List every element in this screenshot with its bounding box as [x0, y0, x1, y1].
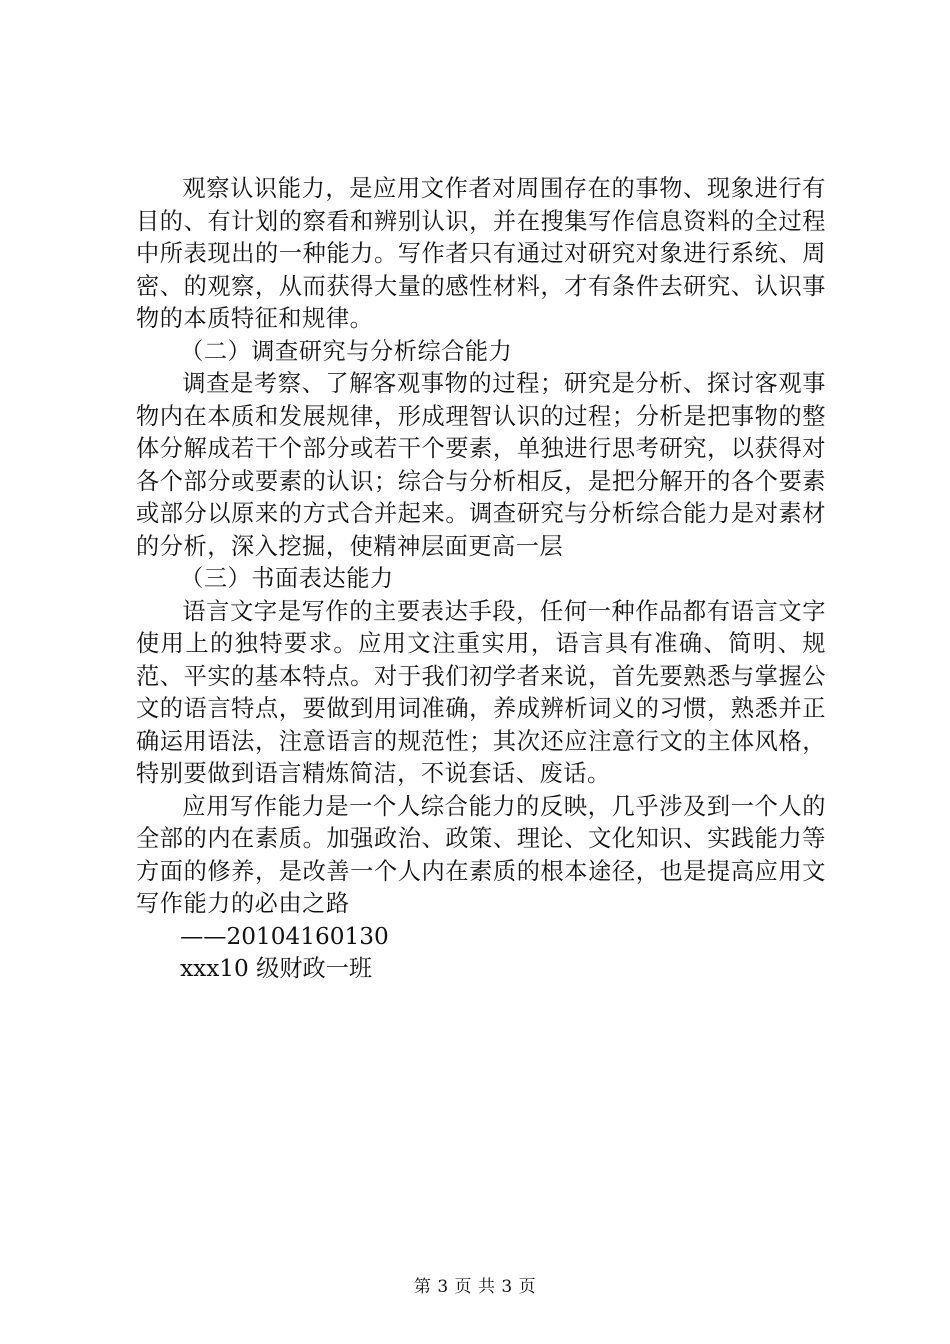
paragraph-written-expression: 语言文字是写作的主要表达手段，任何一种作品都有语言文字使用上的独特要求。应用文注重实用，语言具有准确、简明、规范、平实的基本特点。对于我们初学者来说，首先要熟悉与掌握公文的语言特点，要做到用词准确，养成辨析词义的习惯，熟悉并正确运用语法，注意语言的规范性；其次还应注意行文的主体风格，特别要做到语言精炼简洁，不说套话、废话。 — [136, 597, 826, 787]
section-heading-written-expression: （三）书面表达能力 — [180, 565, 394, 592]
document-body — [136, 173, 826, 986]
paragraph-investigation: 调查是考察、了解客观事物的过程；研究是分析、探讨客观事物内在本质和发展规律，形成理智认识的过程；分析是把事物的整体分解成若干个部分或若干个要素，单独进行思考研究，以获得对各个部分或要素的认识；综合与分析相反，是把分解开的各个要素或部分以原来的方式合并起来。调查研究与分析综合能力是对素材的分析，深入挖掘，使精神层面更高一层 — [136, 370, 826, 560]
page-footer: 第 3 页 共 3 页 — [413, 1277, 537, 1297]
paragraph-conclusion: 应用写作能力是一个人综合能力的反映，几乎涉及到一个人的全部的内在素质。加强政治、政策、理论、文化知识、实践能力等方面的修养，是改善一个人内在素质的根本途径，也是提高应用文写作能力的必由之路 — [136, 792, 826, 917]
paragraph-observation: 观察认识能力，是应用文作者对周围存在的事物、现象进行有目的、有计划的察看和辨别认识，并在搜集写作信息资料的全过程中所表现出的一种能力。写作者只有通过对研究对象进行系统、周密、的观察，从而获得大量的感性材料，才有条件去研究、认识事物的本质特征和规律。 — [136, 175, 826, 332]
signature-name-line: xxx10 级财政一班 — [180, 955, 373, 982]
section-heading-investigation: （二）调查研究与分析综合能力 — [180, 337, 513, 365]
signature-id-line: ——20104160130 — [180, 922, 389, 950]
